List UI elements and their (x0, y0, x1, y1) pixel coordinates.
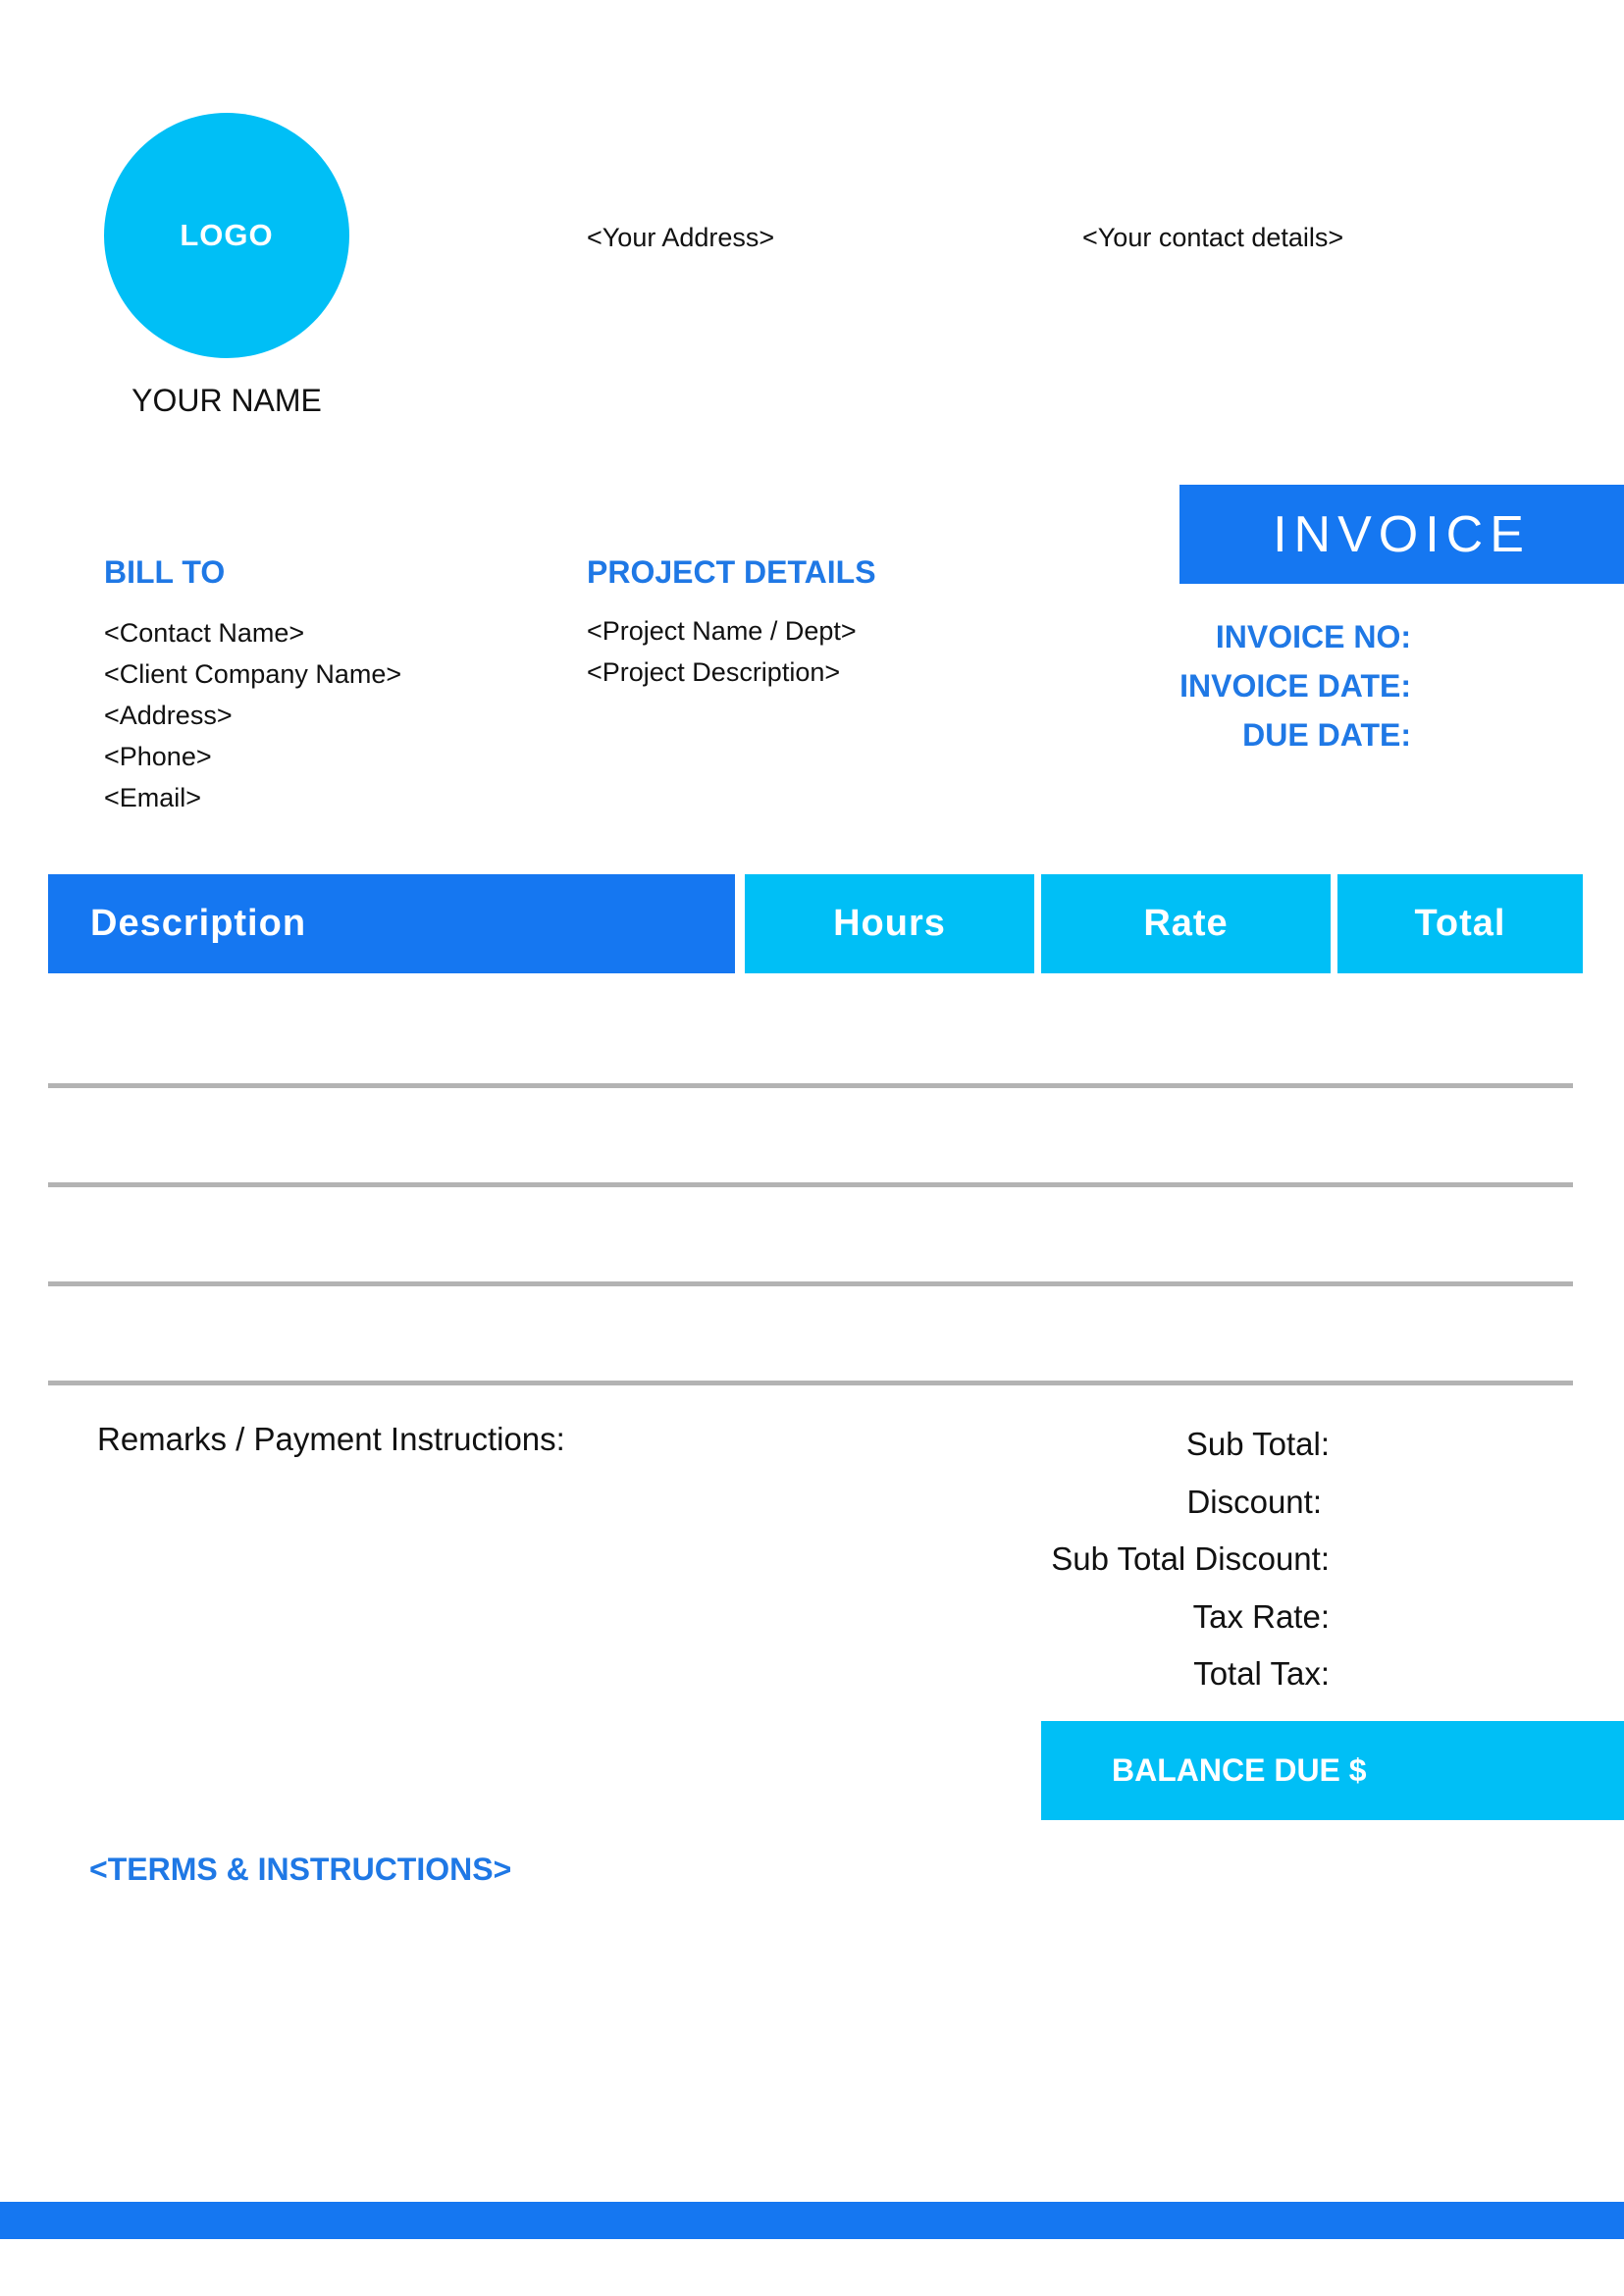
column-header-rate: Rate (1041, 874, 1331, 973)
balance-due-banner (1041, 1721, 1624, 1820)
project-description: <Project Description> (587, 657, 841, 687)
sub-total-label: Sub Total: (1185, 1426, 1330, 1462)
column-header-hours: Hours (745, 874, 1034, 973)
column-header-description: Description (48, 874, 735, 973)
bill-to-details (104, 612, 401, 818)
your-name: YOUR NAME (131, 383, 322, 418)
bill-to-contact-name: <Contact Name> (104, 618, 305, 648)
bill-to-phone: <Phone> (104, 742, 212, 771)
tax-rate-label: Tax Rate: (1192, 1597, 1330, 1635)
bill-to-heading: BILL TO (104, 554, 226, 590)
bill-to-email: <Email> (104, 783, 202, 812)
invoice-title: INVOICE (1273, 505, 1531, 563)
logo-text: LOGO (180, 218, 274, 252)
your-contact-details: <Your contact details> (1082, 223, 1344, 252)
total-tax-label: Total Tax: (1193, 1655, 1330, 1692)
project-details (587, 610, 857, 693)
remarks-label: Remarks / Payment Instructions: (97, 1421, 565, 1457)
invoice-meta (1128, 612, 1411, 759)
due-date-label: DUE DATE: (1242, 717, 1411, 753)
table-row-divider (48, 1182, 1573, 1187)
invoice-title-banner (1179, 485, 1624, 584)
totals-labels (991, 1416, 1330, 1703)
bill-to-company-name: <Client Company Name> (104, 659, 402, 689)
invoice-date-label: INVOICE DATE: (1179, 668, 1411, 704)
invoice-no-label: INVOICE NO: (1215, 619, 1411, 654)
project-name: <Project Name / Dept> (587, 616, 857, 646)
logo-placeholder (104, 113, 349, 358)
table-row-divider (48, 1381, 1573, 1385)
project-details-heading: PROJECT DETAILS (587, 554, 876, 590)
footer-bar (0, 2202, 1624, 2239)
table-row-divider (48, 1281, 1573, 1286)
table-row-divider (48, 1083, 1573, 1088)
your-address: <Your Address> (587, 223, 775, 252)
discount-label: Discount: (1186, 1483, 1322, 1520)
terms-and-instructions: <TERMS & INSTRUCTIONS> (89, 1852, 512, 1887)
column-header-total: Total (1337, 874, 1583, 973)
balance-due-label: BALANCE DUE $ (1112, 1752, 1367, 1788)
bill-to-address: <Address> (104, 701, 233, 730)
sub-total-discount-label: Sub Total Discount: (1051, 1540, 1330, 1577)
